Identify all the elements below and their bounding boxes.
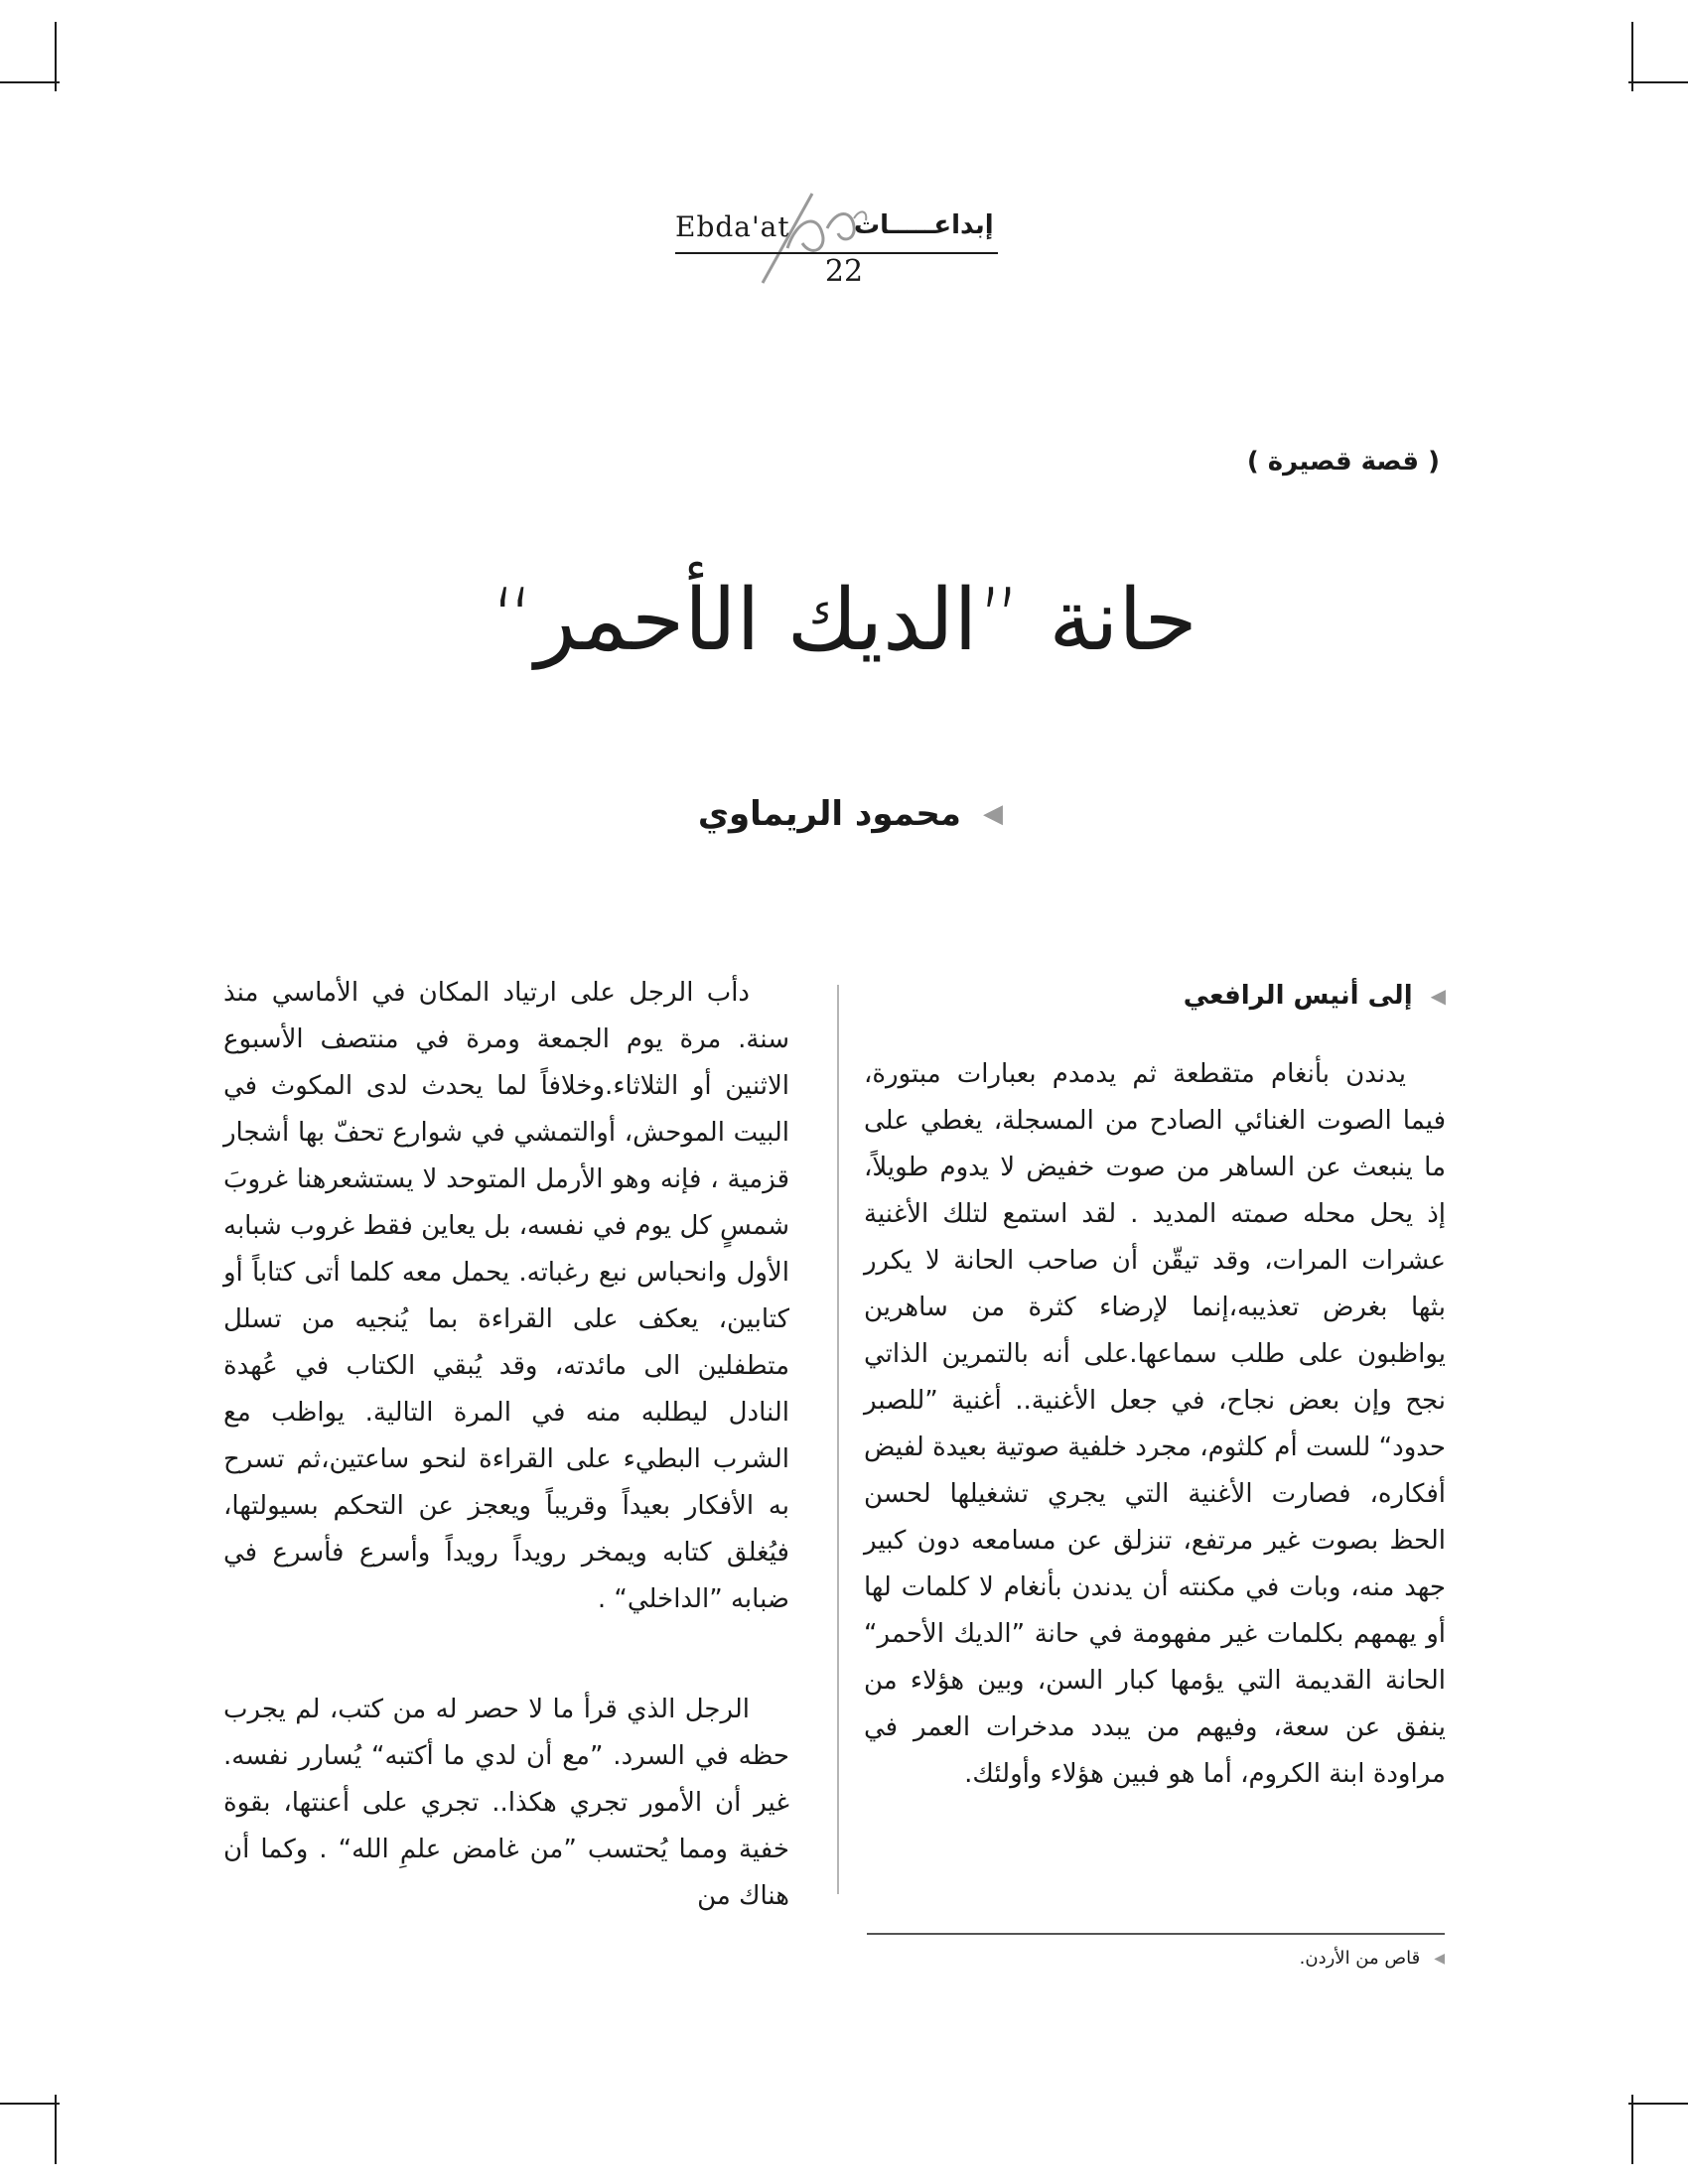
paragraph: دأب الرجل على ارتياد المكان في الأماسي منذ سنة. مرة يوم الجمعة ومرة في منتصف الأسبوع الاثنين أو الثلاثاء.وخلافاً لما يحدث لدى المكوث في البيت الموحش، أوالتمشي في شوارع تحفّ بها أشجار قزمية ، فإنه وهو الأرمل المتوحد لا يستشعرهنا غروبَ شمسٍ كل يوم في نفسه، بل يعاين فقط غروب شبابه الأول وانحباس نبع رغباته. يحمل معه كلما أتى كتاباً أو كتابين، يعكف على القراءة بما يُنجيه من تسلل متطفلين الى مائدته، وقد يُبقي الكتاب في عُهدة النادل ليطلبه منه في المرة التالية. يواظب مع الشرب البطيء على القراءة لنحو ساعتين،ثم تسرح به الأفكار بعيداً وقريباً ويعجز عن التحكم بسيولتها، فيُغلق كتابه ويمخر رويداً رويداً وأسرع فأسرع في ضبابه ”الداخلي“ . [223,978,789,1614]
story-title: حانة ”الديك الأحمر“ [491,571,1197,670]
column-divider [837,985,839,1894]
triangle-marker-icon: ◀ [983,799,1003,829]
page-number: 22 [824,254,864,289]
footnote [1300,1948,1445,1969]
dedication [864,973,1446,1020]
triangle-marker-icon: ◀ [1430,984,1446,1008]
paragraph: الرجل الذي قرأ ما لا حصر له من كتب، لم يجرب حظه في السرد. ”مع أن لدي ما أكتبه“ يُسارر نفسه. غير أن الأمور تجري هكذا.. تجري على أعنتها، بقوة خفية ومما يُحتسب ”من غامض علمِ الله“ . وكما أن هناك من [223,1695,789,1911]
brand-arabic: إبداعـــــات [854,210,994,240]
paragraph: يدندن بأنغام متقطعة ثم يدمدم بعبارات مبتورة، فيما الصوت الغنائي الصادح من المسجلة، يغطي على ما ينبعث عن الساهر من صوت خفيض لا يدوم طويلاً، إذ يحل محله صمته المديد . لقد استمع لتلك الأغنية عشرات المرات، وقد تيقّن أن صاحب الحانة لا يكرر بثها بغرض تعذيبه،إنما لإرضاء كثرة من ساهرين يواظبون على طلب سماعها.على أنه بالتمرين الذاتي نجح وإن بعض نجاح، في جعل الأغنية.. أغنية ”للصبر حدود“ للست أم كلثوم، مجرد خلفية صوتية بعيدة لفيض أفكاره، فصارت الأغنية التي يجري تشغيلها لحسن الحظ بصوت غير مرتفع، تنزلق عن مسامعه دون كبير جهد منه، وبات في مكنته أن يدندن بأنغام لا كلمات لها أو يهمهم بكلمات غير مفهومة في حانة ”الديك الأحمر“ الحانة القديمة التي يؤمها كبار السن، وبين هؤلاء من ينفق عن سعة، وفيهم من يبدد مدخرات العمر في مراودة ابنة الكروم، أما هو فبين هؤلاء وأولئك. [864,1059,1446,1789]
author-line [698,794,1003,834]
triangle-marker-icon: ◀ [1434,1950,1445,1967]
author-name: محمود الريماوي [697,794,961,834]
footnote-text: قاص من الأردن. [1299,1948,1421,1969]
crop-mark [0,81,60,83]
crop-mark [1631,2095,1633,2164]
crop-mark [0,2103,60,2105]
right-column [864,973,1446,1798]
genre-label: ( قصة قصيرة ) [1246,447,1440,477]
crop-mark [1628,2103,1688,2105]
footnote-rule [867,1933,1445,1935]
dedication-text: إلى أنيس الرافعي [1183,981,1413,1011]
crop-mark [55,2095,57,2164]
brand-english: Ebda'at [675,210,790,243]
left-column [223,970,789,1920]
running-header [0,189,1688,298]
crop-mark [1628,81,1688,83]
